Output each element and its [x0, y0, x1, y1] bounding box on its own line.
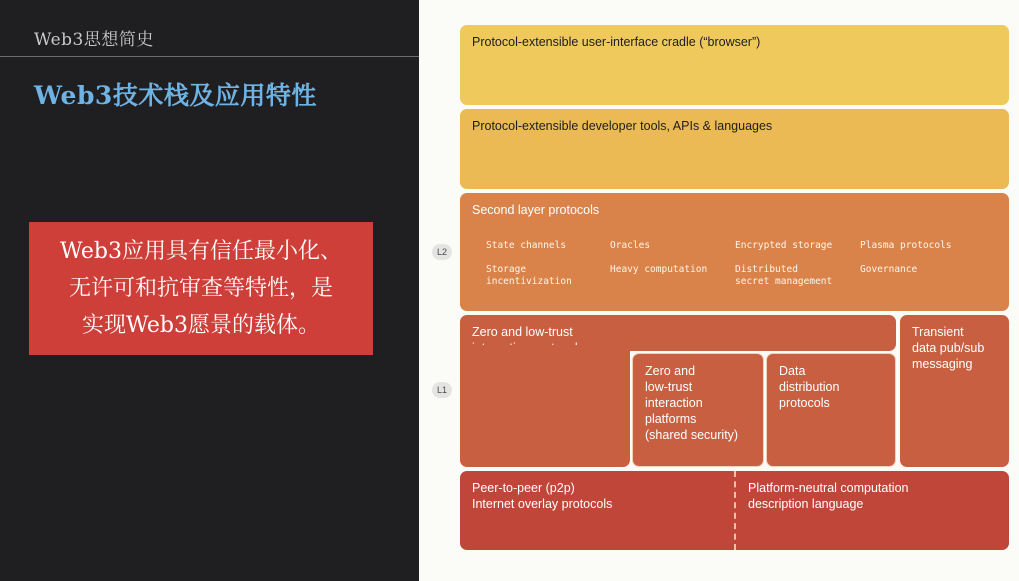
callout-line-1: Web3应用具有信任最小化、: [60, 239, 342, 264]
second-layer-item: Plasma protocols: [860, 240, 952, 251]
platform-neutral-label: Platform-neutral computation description language: [748, 481, 909, 511]
browser-layer-label: Protocol-extensible user-interface cradle (“browser”): [472, 35, 761, 49]
dev-tools-layer-box: [460, 109, 1009, 189]
second-layer-item: State channels: [486, 240, 567, 251]
browser-layer-box: [460, 25, 1009, 105]
callout-box: [29, 222, 373, 355]
data-distribution-box: [766, 353, 896, 467]
p2p-overlay-label: Peer-to-peer (p2p) Internet overlay protocols: [472, 481, 613, 511]
second-layer-item: Storage incentivization: [486, 264, 572, 287]
interaction-platforms-label: Zero and low-trust interaction platforms (shared security): [645, 364, 739, 442]
zero-trust-protocols-label: Zero and low-trust: [472, 325, 573, 339]
series-title: Web3思想简史: [34, 30, 154, 50]
slide-title: Web3技术栈及应用特性: [34, 81, 317, 110]
interaction-platforms-box: [632, 353, 764, 467]
second-layer-item: Governance: [860, 264, 918, 275]
zero-trust-protocols-box-ext: [460, 345, 630, 467]
layer-badge-l2: L2: [432, 244, 452, 260]
second-layer-item: Oracles: [610, 240, 651, 251]
second-layer-item: Heavy computation: [610, 264, 708, 275]
data-distribution-label: Data distribution protocols: [779, 364, 840, 410]
callout-line-2: 无许可和抗审查等特性，是: [68, 276, 333, 301]
second-layer-label: Second layer protocols: [472, 203, 600, 217]
second-layer-item: Encrypted storage: [735, 240, 833, 251]
transient-messaging-label: Transient data pub/sub messaging: [912, 325, 985, 371]
layer-badge-l1: L1: [432, 382, 452, 398]
transient-messaging-box: [900, 315, 1009, 467]
p2p-overlay-box: [460, 471, 734, 550]
platform-neutral-box: [736, 471, 1009, 550]
left-panel: [0, 0, 419, 581]
dev-tools-layer-label: Protocol-extensible developer tools, APIs & languages: [472, 119, 773, 133]
divider: [0, 56, 419, 57]
second-layer-item: Distributed secret management: [735, 264, 833, 287]
second-layer-box: [460, 193, 1009, 311]
callout-line-3: 实现Web3愿景的载体。: [82, 313, 320, 338]
